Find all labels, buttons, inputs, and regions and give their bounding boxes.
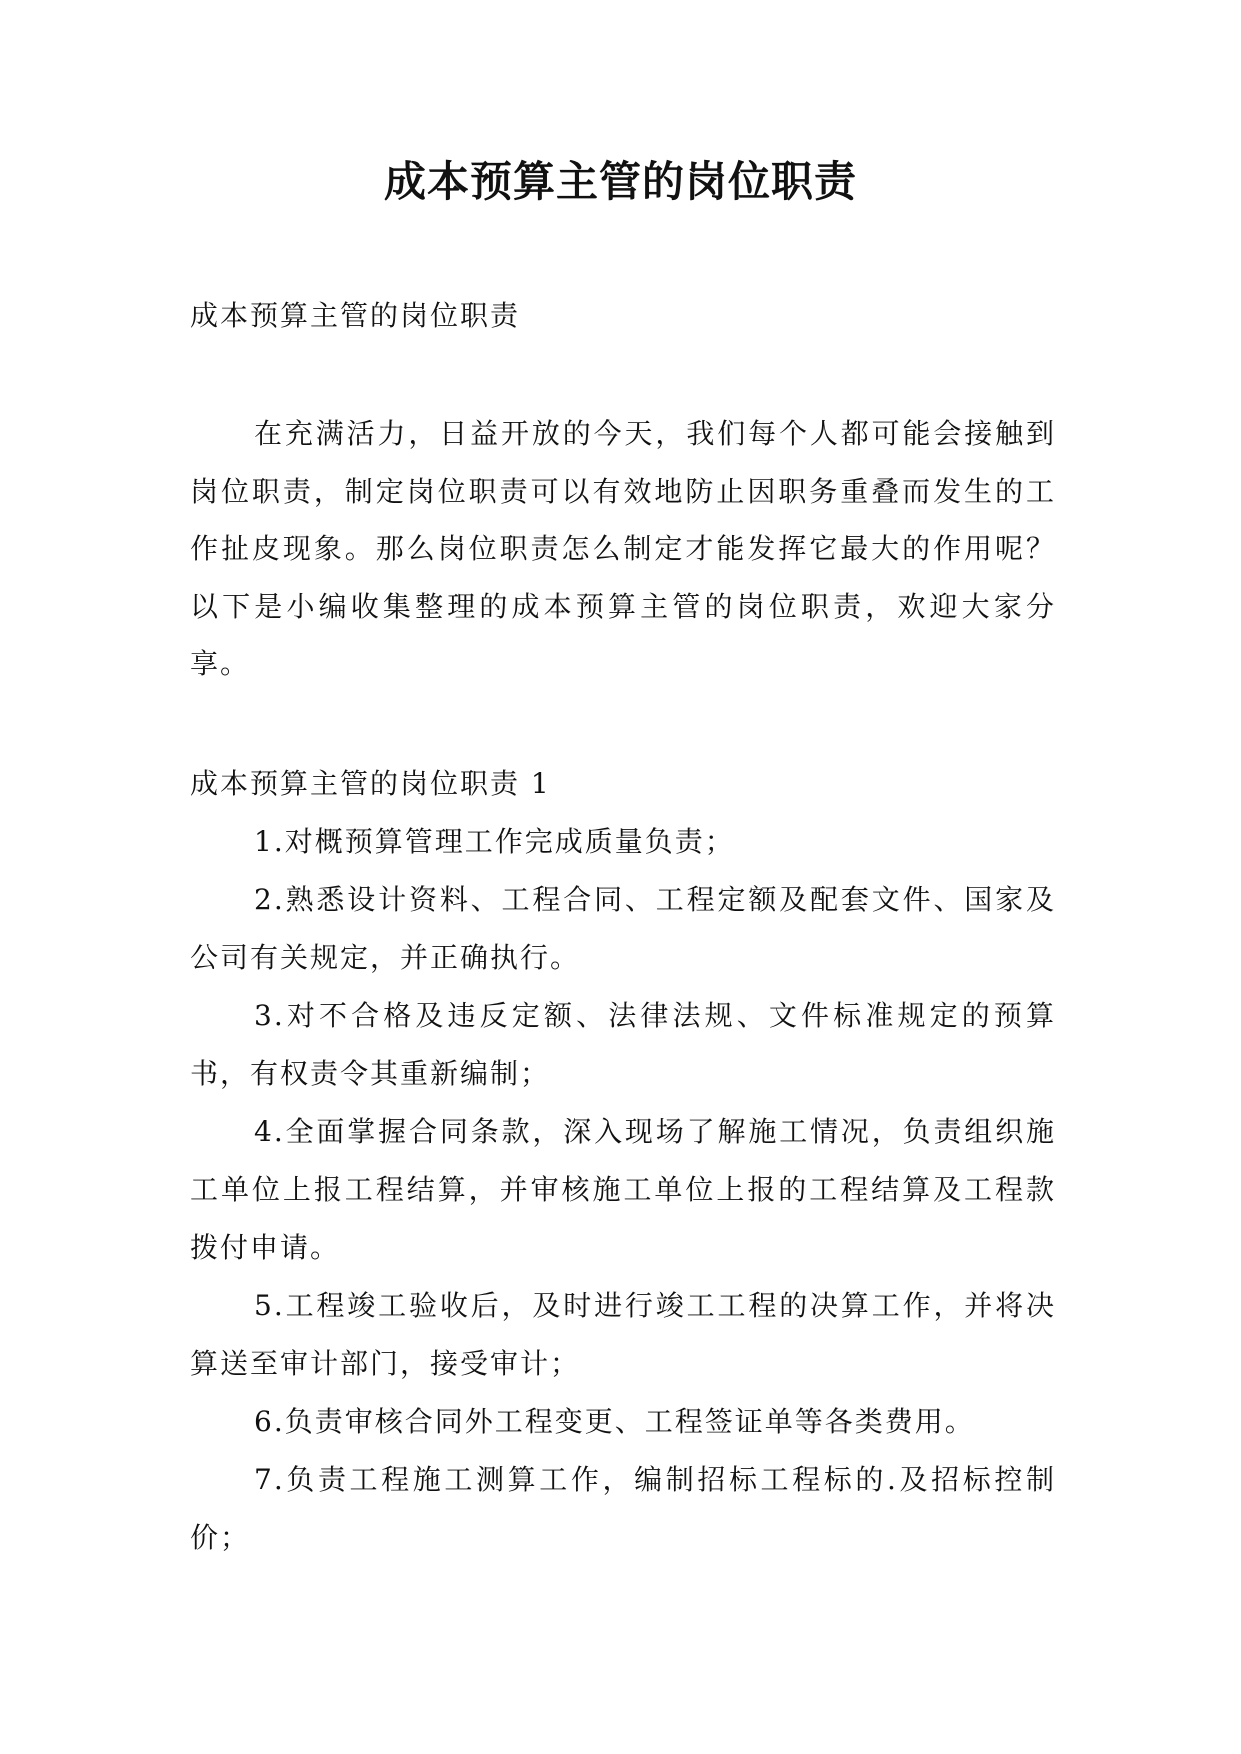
duty-item-5: 5.工程竣工验收后，及时进行竣工工程的决算工作，并将决算送至审计部门，接受审计； bbox=[190, 1289, 1056, 1380]
duty-item-6: 6.负责审核合同外工程变更、工程签证单等各类费用。 bbox=[254, 1405, 975, 1438]
duty-item-7: 7.负责工程施工测算工作，编制招标工程标的.及招标控制价； bbox=[190, 1463, 1056, 1554]
intro-paragraph: 在充满活力，日益开放的今天，我们每个人都可能会接触到岗位职责，制定岗位职责可以有效地防止因职务重叠而发生的工作扯皮现象。那么岗位职责怎么制定才能发挥它最大的作用呢？以下是小编收集整理的成本预算主管的岗位职责，欢迎大家分享。 bbox=[190, 417, 1056, 680]
duty-item-2: 2.熟悉设计资料、工程合同、工程定额及配套文件、国家及公司有关规定，并正确执行。 bbox=[190, 883, 1056, 974]
duty-item-1: 1.对概预算管理工作完成质量负责； bbox=[254, 825, 735, 858]
duty-item-3: 3.对不合格及违反定额、法律法规、文件标准规定的预算书，有权责令其重新编制； bbox=[190, 999, 1056, 1090]
section-heading: 成本预算主管的岗位职责 1 bbox=[190, 767, 551, 800]
duty-item-4: 4.全面掌握合同条款，深入现场了解施工情况，负责组织施工单位上报工程结算，并审核施工单位上报的工程结算及工程款拨付申请。 bbox=[190, 1115, 1056, 1264]
duties-list bbox=[190, 813, 1056, 1567]
document-title: 成本预算主管的岗位职责 bbox=[383, 157, 857, 206]
document-subtitle: 成本预算主管的岗位职责 bbox=[190, 299, 521, 332]
